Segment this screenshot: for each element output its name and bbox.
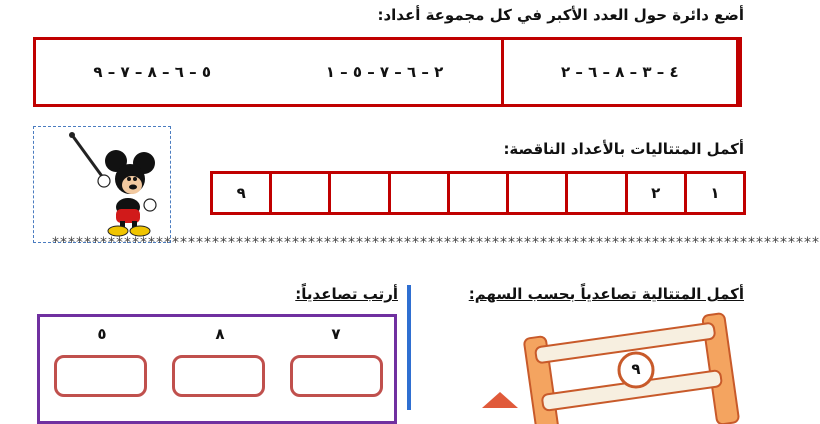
q2-title: أكمل المتتاليات بالأعداد الناقصة: (503, 140, 744, 158)
mickey-image-frame (33, 126, 171, 243)
number-group-3[interactable]: ٤ – ٣ – ٨ – ٦ – ٢ (504, 40, 739, 104)
answer-slot[interactable] (54, 355, 147, 397)
number-group-2[interactable]: ٢ – ٦ – ٧ – ٥ – ١ (268, 40, 503, 104)
column-separator (407, 285, 411, 410)
order-number: ٨ (215, 325, 225, 343)
sequence-cell: ١ (710, 184, 720, 202)
q3-title: أكمل المتتالية تصاعدياً بحسب السهم: (468, 285, 744, 303)
sequence-cell[interactable] (391, 174, 450, 212)
sequence-cell[interactable] (509, 174, 568, 212)
sequence-row (210, 171, 746, 215)
number-groups-box (33, 37, 742, 107)
sequence-cell[interactable] (568, 174, 627, 212)
answer-slot[interactable] (172, 355, 265, 397)
sequence-cell[interactable] (272, 174, 331, 212)
ladder-value: ٩ (631, 360, 641, 378)
answer-slot[interactable] (290, 355, 383, 397)
ladder-icon (480, 318, 760, 408)
number-group-1[interactable]: ٥ – ٦ – ٨ – ٧ – ٩ (93, 63, 211, 81)
sequence-cell: ٩ (213, 174, 272, 212)
order-number: ٥ (97, 325, 107, 343)
dotted-divider: ************************************************************************************************ (52, 235, 820, 251)
q1-title: أضع دائرة حول العدد الأكبر في كل مجموعة أعداد: (377, 6, 744, 24)
order-number: ٧ (331, 325, 341, 343)
sequence-cell[interactable] (450, 174, 509, 212)
q4-title: أرتب تصاعدياً: (295, 285, 398, 303)
arrow-up-icon (482, 392, 518, 408)
sequence-cell: ٢ (628, 174, 687, 212)
mickey-mouse-icon (34, 127, 170, 242)
ordering-box (37, 314, 397, 424)
sequence-cell[interactable] (331, 174, 390, 212)
